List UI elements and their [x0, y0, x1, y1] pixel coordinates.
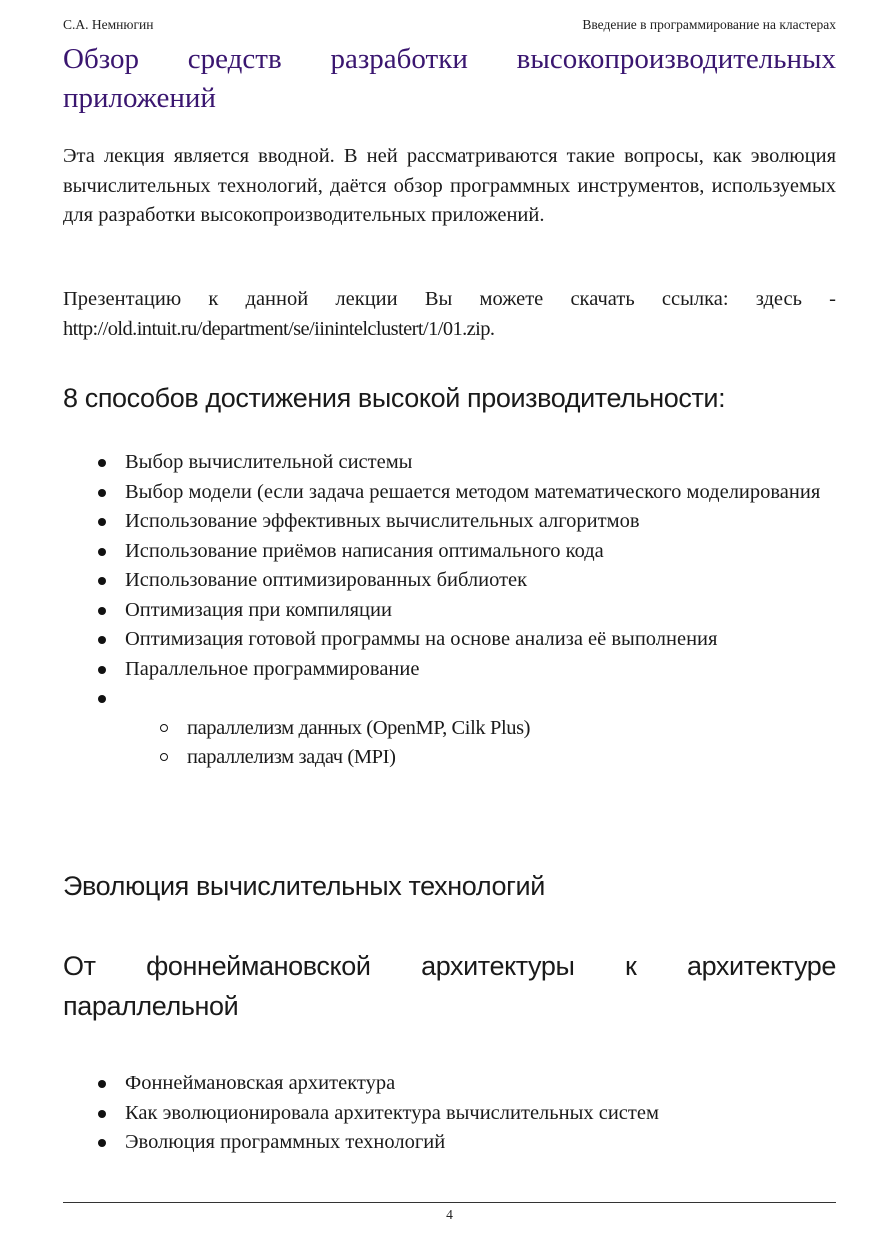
- header-course-title: Введение в программирование на кластерах: [582, 17, 836, 32]
- bullet-icon: [98, 1139, 106, 1147]
- list-item-text: Выбор вычислительной системы: [125, 451, 413, 473]
- list-item-text: Использование приёмов написания оптимального кода: [125, 539, 604, 562]
- bullet-icon: [98, 489, 106, 497]
- bullet-icon: [98, 548, 106, 556]
- circle-bullet-icon: [160, 753, 168, 761]
- page-number: 4: [446, 1207, 453, 1222]
- list-item-text: Как эволюционировала архитектура вычислительных систем: [125, 1101, 659, 1124]
- bullet-icon: [98, 666, 106, 674]
- architecture-heading: От фоннеймановской архитектуры к архитектуре параллельной: [63, 951, 836, 1021]
- list-item: [63, 655, 836, 685]
- sublist-item: [125, 743, 836, 773]
- architecture-list: [63, 1069, 836, 1158]
- parallelism-sublist: [125, 714, 836, 773]
- bullet-icon: [98, 577, 106, 585]
- sublist-item: [125, 714, 836, 744]
- list-item: [63, 448, 836, 478]
- list-item: [63, 478, 836, 508]
- list-item-text: Выбор модели (если задача решается методом математического моделирования: [125, 480, 821, 503]
- list-item-text: Параллельное программирование: [125, 657, 420, 680]
- list-item-text: Эволюция программных технологий: [125, 1131, 446, 1153]
- list-item-text: Оптимизация готовой программы на основе анализа её выполнения: [125, 628, 718, 650]
- ways-heading: 8 способов достижения высокой производительности:: [63, 383, 726, 413]
- bullet-icon: [98, 518, 106, 526]
- list-item: [63, 537, 836, 567]
- running-header: [63, 16, 836, 34]
- bullet-icon: [98, 636, 106, 644]
- list-item: [63, 596, 836, 626]
- sublist-item-text: параллелизм данных (OpenMP, Cilk Plus): [187, 716, 531, 739]
- circle-bullet-icon: [160, 724, 168, 732]
- list-item-text: Фоннеймановская архитектура: [125, 1072, 396, 1094]
- intro-paragraph: Эта лекция является вводной. В ней рассматриваются такие вопросы, как эволюция вычислительных технологий, даётся обзор программных инструментов, используемых для разработки высокопроизводительных приложений.: [63, 145, 836, 226]
- bullet-icon: [98, 607, 106, 615]
- presentation-text: Презентацию к данной лекции Вы можете скачать ссылка: здесь -: [63, 288, 836, 310]
- lecture-title: Обзор средств разработки высокопроизводительных приложений: [63, 43, 836, 114]
- presentation-paragraph: [63, 285, 836, 344]
- bullet-icon: [98, 1110, 106, 1118]
- list-item-text: Использование эффективных вычислительных алгоритмов: [125, 510, 640, 532]
- list-item: [63, 1069, 836, 1099]
- footer-divider: [63, 1202, 836, 1203]
- list-item: [63, 1128, 836, 1158]
- list-item-nested: [63, 684, 836, 773]
- list-item: [63, 507, 836, 537]
- bullet-icon: [98, 695, 106, 703]
- list-item: [63, 1099, 836, 1129]
- list-item: [63, 625, 836, 655]
- evolution-heading: Эволюция вычислительных технологий: [63, 871, 545, 901]
- sublist-item-text: параллелизм задач (MPI): [187, 746, 396, 768]
- ways-list: [63, 448, 836, 773]
- bullet-icon: [98, 459, 106, 467]
- list-item-text: Оптимизация при компиляции: [125, 598, 392, 621]
- list-item-text: Использование оптимизированных библиотек: [125, 569, 528, 591]
- bullet-icon: [98, 1080, 106, 1088]
- presentation-suffix: .: [489, 317, 496, 340]
- document-page: [63, 0, 836, 1241]
- list-item: [63, 566, 836, 596]
- presentation-link[interactable]: http://old.intuit.ru/department/se/iinintelclustert/1/01.zip: [63, 317, 490, 340]
- header-author: С.А. Немнюгин: [63, 17, 154, 32]
